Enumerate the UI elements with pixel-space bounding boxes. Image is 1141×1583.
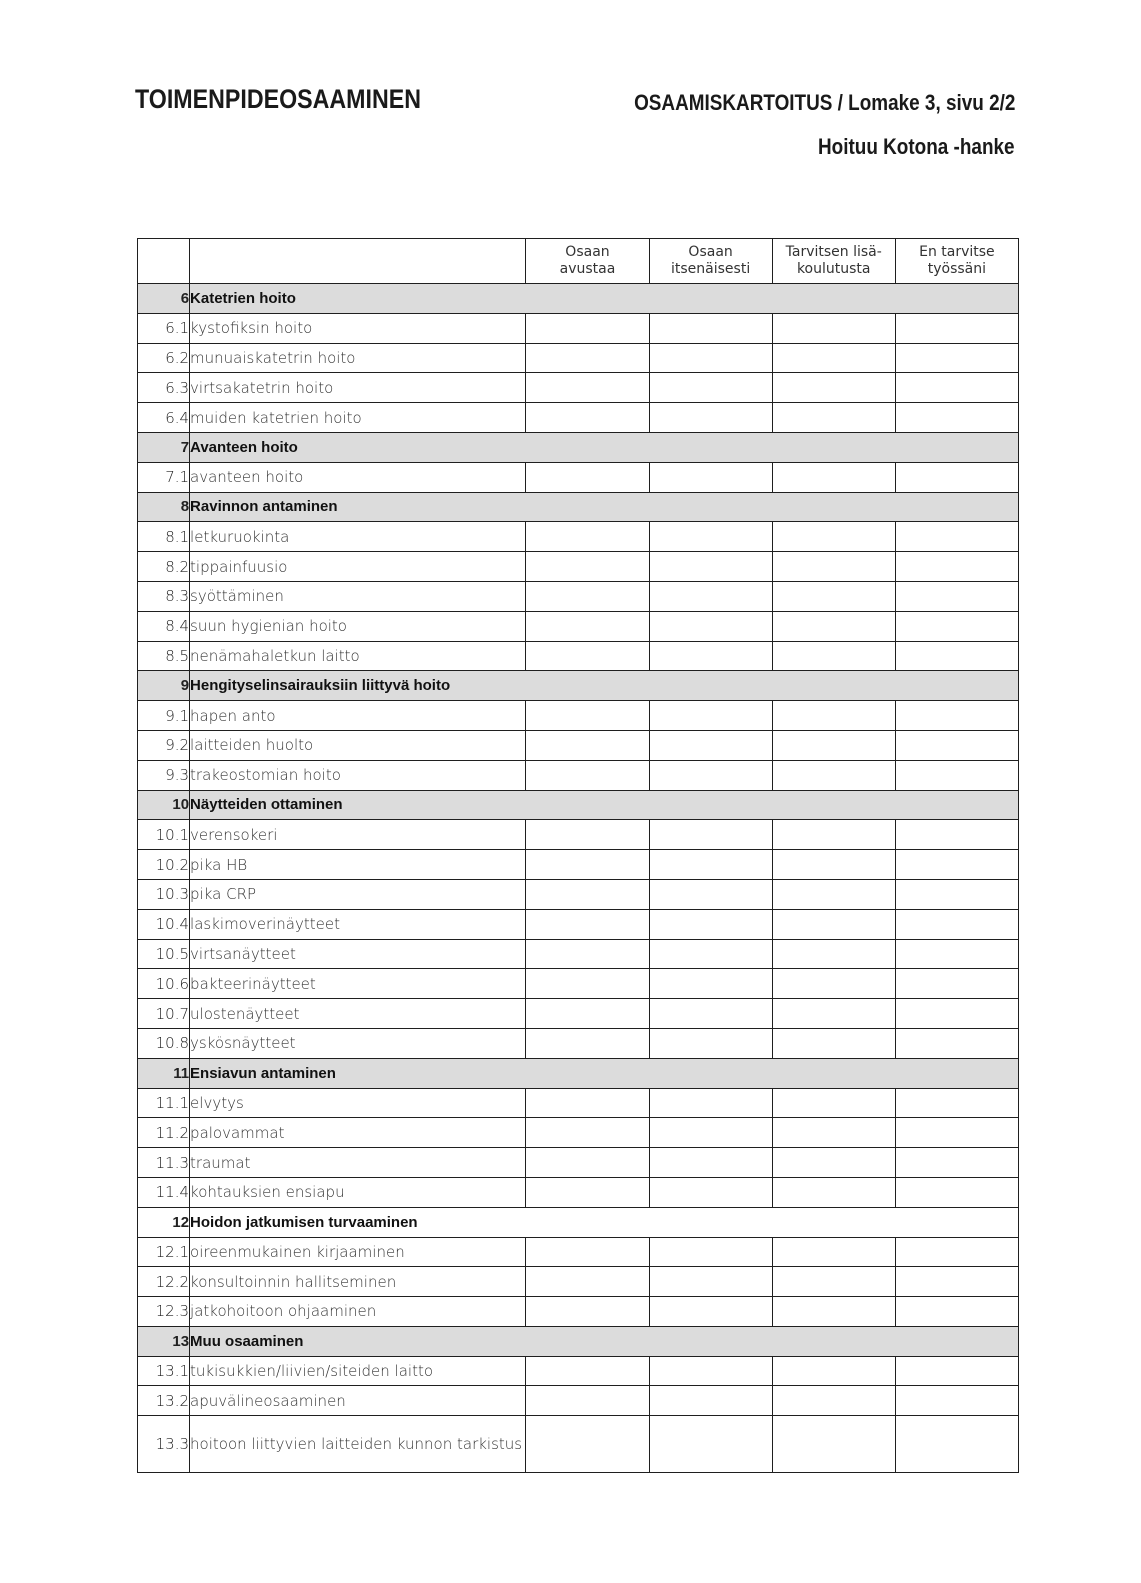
answer-cell-assist[interactable] xyxy=(526,1148,649,1178)
item-number: 11.4 xyxy=(138,1177,190,1207)
answer-cell-independent[interactable] xyxy=(649,1028,772,1058)
section-number: 9 xyxy=(138,671,190,701)
answer-cell-not-needed[interactable] xyxy=(895,343,1018,373)
answer-cell-training[interactable] xyxy=(772,1148,895,1178)
item-label: suun hygienian hoito xyxy=(190,611,526,641)
section-number: 8 xyxy=(138,492,190,522)
item-label: laskimoverinäytteet xyxy=(190,909,526,939)
answer-cell-training[interactable] xyxy=(772,552,895,582)
answer-cell-not-needed[interactable] xyxy=(895,730,1018,760)
answer-cell-not-needed[interactable] xyxy=(895,850,1018,880)
table-row xyxy=(138,1028,1019,1058)
answer-cell-not-needed[interactable] xyxy=(895,1237,1018,1267)
table-row xyxy=(138,1356,1019,1386)
item-number: 13.1 xyxy=(138,1356,190,1386)
answer-cell-assist[interactable] xyxy=(526,760,649,790)
item-label: ulostenäytteet xyxy=(190,999,526,1029)
item-number: 13.2 xyxy=(138,1386,190,1416)
answer-cell-not-needed[interactable] xyxy=(895,1297,1018,1327)
item-number: 7.1 xyxy=(138,462,190,492)
answer-cell-assist[interactable] xyxy=(526,1177,649,1207)
section-filler xyxy=(526,1207,1019,1237)
item-label: tukisukkien/liivien/siteiden laitto xyxy=(190,1356,526,1386)
section-row xyxy=(138,492,1019,522)
section-title: Avanteen hoito xyxy=(190,432,526,462)
answer-cell-training[interactable] xyxy=(772,1416,895,1473)
answer-cell-assist[interactable] xyxy=(526,1088,649,1118)
item-number: 9.2 xyxy=(138,730,190,760)
table-row xyxy=(138,313,1019,343)
answer-cell-not-needed[interactable] xyxy=(895,552,1018,582)
item-number: 10.1 xyxy=(138,820,190,850)
form-reference: OSAAMISKARTOITUS / Lomake 3, sivu 2/2 xyxy=(633,90,1015,115)
section-title: Muu osaaminen xyxy=(190,1326,526,1356)
answer-cell-assist[interactable] xyxy=(526,1118,649,1148)
item-number: 10.3 xyxy=(138,879,190,909)
section-number: 10 xyxy=(138,790,190,820)
item-number: 12.2 xyxy=(138,1267,190,1297)
answer-cell-independent[interactable] xyxy=(649,1177,772,1207)
answer-cell-independent[interactable] xyxy=(649,999,772,1029)
answer-cell-independent[interactable] xyxy=(649,1118,772,1148)
table-row xyxy=(138,611,1019,641)
table-row xyxy=(138,552,1019,582)
item-number: 8.3 xyxy=(138,581,190,611)
answer-cell-not-needed[interactable] xyxy=(895,581,1018,611)
item-number: 6.1 xyxy=(138,313,190,343)
answer-cell-training[interactable] xyxy=(772,641,895,671)
answer-cell-assist[interactable] xyxy=(526,611,649,641)
table-row xyxy=(138,373,1019,403)
answer-cell-assist[interactable] xyxy=(526,1356,649,1386)
answer-cell-assist[interactable] xyxy=(526,850,649,880)
answer-cell-assist[interactable] xyxy=(526,581,649,611)
answer-cell-training[interactable] xyxy=(772,879,895,909)
section-row xyxy=(138,1058,1019,1088)
answer-cell-not-needed[interactable] xyxy=(895,313,1018,343)
table-row xyxy=(138,1297,1019,1327)
answer-cell-independent[interactable] xyxy=(649,373,772,403)
answer-cell-assist[interactable] xyxy=(526,820,649,850)
item-number: 6.3 xyxy=(138,373,190,403)
item-number: 6.4 xyxy=(138,403,190,433)
answer-cell-assist[interactable] xyxy=(526,730,649,760)
section-row xyxy=(138,284,1019,314)
section-row xyxy=(138,790,1019,820)
table-row xyxy=(138,730,1019,760)
section-filler xyxy=(526,790,1019,820)
answer-cell-training[interactable] xyxy=(772,1177,895,1207)
answer-cell-training[interactable] xyxy=(772,1386,895,1416)
answer-cell-not-needed[interactable] xyxy=(895,462,1018,492)
answer-cell-not-needed[interactable] xyxy=(895,1416,1018,1473)
table-row xyxy=(138,701,1019,731)
section-filler xyxy=(526,284,1019,314)
section-number: 7 xyxy=(138,432,190,462)
item-label: trakeostomian hoito xyxy=(190,760,526,790)
answer-cell-training[interactable] xyxy=(772,969,895,999)
answer-cell-assist[interactable] xyxy=(526,1028,649,1058)
answer-cell-independent[interactable] xyxy=(649,581,772,611)
table-row xyxy=(138,939,1019,969)
answer-cell-training[interactable] xyxy=(772,343,895,373)
answer-cell-training[interactable] xyxy=(772,1088,895,1118)
project-name: Hoituu Kotona -hanke xyxy=(818,134,1015,159)
section-filler xyxy=(526,432,1019,462)
table-row xyxy=(138,1386,1019,1416)
section-title: Hengityselinsairauksiin liittyvä hoito xyxy=(190,671,526,701)
answer-cell-not-needed[interactable] xyxy=(895,820,1018,850)
answer-cell-independent[interactable] xyxy=(649,760,772,790)
item-number: 11.2 xyxy=(138,1118,190,1148)
table-row xyxy=(138,1416,1019,1473)
competence-table xyxy=(137,238,1019,1473)
answer-cell-independent[interactable] xyxy=(649,701,772,731)
item-label: tippainfuusio xyxy=(190,552,526,582)
table-row xyxy=(138,1088,1019,1118)
answer-cell-training[interactable] xyxy=(772,1028,895,1058)
table-row xyxy=(138,879,1019,909)
answer-cell-independent[interactable] xyxy=(649,1148,772,1178)
answer-cell-not-needed[interactable] xyxy=(895,1028,1018,1058)
answer-cell-independent[interactable] xyxy=(649,730,772,760)
answer-cell-not-needed[interactable] xyxy=(895,909,1018,939)
item-label: laitteiden huolto xyxy=(190,730,526,760)
table-row xyxy=(138,1148,1019,1178)
answer-cell-independent[interactable] xyxy=(649,552,772,582)
answer-cell-assist[interactable] xyxy=(526,373,649,403)
answer-cell-assist[interactable] xyxy=(526,1297,649,1327)
column-header-assist: Osaan avustaa xyxy=(526,239,649,284)
item-number: 10.2 xyxy=(138,850,190,880)
item-number: 10.4 xyxy=(138,909,190,939)
column-header-not-needed: En tarvitse työssäni xyxy=(895,239,1018,284)
item-label: yskösnäytteet xyxy=(190,1028,526,1058)
item-label: pika CRP xyxy=(190,879,526,909)
table-row xyxy=(138,850,1019,880)
answer-cell-training[interactable] xyxy=(772,939,895,969)
table-row xyxy=(138,999,1019,1029)
section-title: Hoidon jatkumisen turvaaminen xyxy=(190,1207,526,1237)
answer-cell-not-needed[interactable] xyxy=(895,373,1018,403)
section-filler xyxy=(526,1326,1019,1356)
answer-cell-independent[interactable] xyxy=(649,1267,772,1297)
answer-cell-assist[interactable] xyxy=(526,879,649,909)
item-label: elvytys xyxy=(190,1088,526,1118)
answer-cell-not-needed[interactable] xyxy=(895,999,1018,1029)
item-number: 8.1 xyxy=(138,522,190,552)
section-filler xyxy=(526,671,1019,701)
answer-cell-assist[interactable] xyxy=(526,462,649,492)
answer-cell-not-needed[interactable] xyxy=(895,879,1018,909)
column-header-training: Tarvitsen lisä- koulutusta xyxy=(772,239,895,284)
answer-cell-training[interactable] xyxy=(772,850,895,880)
answer-cell-training[interactable] xyxy=(772,373,895,403)
item-number: 9.1 xyxy=(138,701,190,731)
answer-cell-independent[interactable] xyxy=(649,1297,772,1327)
table-header-row xyxy=(138,239,1019,284)
answer-cell-training[interactable] xyxy=(772,999,895,1029)
item-label: syöttäminen xyxy=(190,581,526,611)
answer-cell-training[interactable] xyxy=(772,760,895,790)
answer-cell-independent[interactable] xyxy=(649,1088,772,1118)
table-row xyxy=(138,969,1019,999)
answer-cell-independent[interactable] xyxy=(649,1416,772,1473)
answer-cell-training[interactable] xyxy=(772,820,895,850)
section-title: Katetrien hoito xyxy=(190,284,526,314)
table-row xyxy=(138,820,1019,850)
item-number: 12.1 xyxy=(138,1237,190,1267)
item-label: verensokeri xyxy=(190,820,526,850)
item-number: 11.1 xyxy=(138,1088,190,1118)
section-title: Ravinnon antaminen xyxy=(190,492,526,522)
item-label: konsultoinnin hallitseminen xyxy=(190,1267,526,1297)
item-label: virtsanäytteet xyxy=(190,939,526,969)
section-title: Näytteiden ottaminen xyxy=(190,790,526,820)
section-number: 12 xyxy=(138,1207,190,1237)
table-row xyxy=(138,1237,1019,1267)
answer-cell-independent[interactable] xyxy=(649,820,772,850)
answer-cell-independent[interactable] xyxy=(649,850,772,880)
answer-cell-not-needed[interactable] xyxy=(895,641,1018,671)
item-number: 9.3 xyxy=(138,760,190,790)
answer-cell-not-needed[interactable] xyxy=(895,1148,1018,1178)
item-number: 13.3 xyxy=(138,1416,190,1473)
item-label: kohtauksien ensiapu xyxy=(190,1177,526,1207)
answer-cell-assist[interactable] xyxy=(526,939,649,969)
answer-cell-assist[interactable] xyxy=(526,909,649,939)
item-number: 10.6 xyxy=(138,969,190,999)
answer-cell-independent[interactable] xyxy=(649,462,772,492)
item-label: hoitoon liittyvien laitteiden kunnon tarkistus xyxy=(190,1416,526,1473)
answer-cell-assist[interactable] xyxy=(526,641,649,671)
answer-cell-not-needed[interactable] xyxy=(895,1118,1018,1148)
answer-cell-independent[interactable] xyxy=(649,343,772,373)
answer-cell-independent[interactable] xyxy=(649,641,772,671)
header-blank-num xyxy=(138,239,190,284)
table-row xyxy=(138,1177,1019,1207)
answer-cell-training[interactable] xyxy=(772,462,895,492)
item-label: muiden katetrien hoito xyxy=(190,403,526,433)
answer-cell-independent[interactable] xyxy=(649,611,772,641)
item-label: letkuruokinta xyxy=(190,522,526,552)
answer-cell-training[interactable] xyxy=(772,403,895,433)
answer-cell-independent[interactable] xyxy=(649,939,772,969)
answer-cell-training[interactable] xyxy=(772,730,895,760)
item-label: palovammat xyxy=(190,1118,526,1148)
answer-cell-training[interactable] xyxy=(772,1118,895,1148)
item-number: 8.5 xyxy=(138,641,190,671)
section-title: Ensiavun antaminen xyxy=(190,1058,526,1088)
page-title: TOIMENPIDEOSAAMINEN xyxy=(135,84,421,114)
table-row xyxy=(138,641,1019,671)
section-number: 6 xyxy=(138,284,190,314)
answer-cell-assist[interactable] xyxy=(526,403,649,433)
answer-cell-independent[interactable] xyxy=(649,879,772,909)
answer-cell-independent[interactable] xyxy=(649,522,772,552)
answer-cell-assist[interactable] xyxy=(526,1237,649,1267)
answer-cell-training[interactable] xyxy=(772,1267,895,1297)
answer-cell-assist[interactable] xyxy=(526,343,649,373)
answer-cell-training[interactable] xyxy=(772,611,895,641)
column-header-independent: Osaan itsenäisesti xyxy=(649,239,772,284)
answer-cell-assist[interactable] xyxy=(526,1386,649,1416)
answer-cell-assist[interactable] xyxy=(526,1416,649,1473)
item-number: 8.2 xyxy=(138,552,190,582)
answer-cell-not-needed[interactable] xyxy=(895,760,1018,790)
table-row xyxy=(138,760,1019,790)
section-number: 11 xyxy=(138,1058,190,1088)
table-row xyxy=(138,1267,1019,1297)
item-number: 10.7 xyxy=(138,999,190,1029)
section-row xyxy=(138,1326,1019,1356)
item-label: apuvälineosaaminen xyxy=(190,1386,526,1416)
answer-cell-independent[interactable] xyxy=(649,1237,772,1267)
item-number: 8.4 xyxy=(138,611,190,641)
answer-cell-independent[interactable] xyxy=(649,909,772,939)
item-label: kystofiksin hoito xyxy=(190,313,526,343)
item-label: pika HB xyxy=(190,850,526,880)
answer-cell-training[interactable] xyxy=(772,1297,895,1327)
item-label: nenämahaletkun laitto xyxy=(190,641,526,671)
answer-cell-not-needed[interactable] xyxy=(895,1356,1018,1386)
answer-cell-not-needed[interactable] xyxy=(895,1386,1018,1416)
item-label: traumat xyxy=(190,1148,526,1178)
item-label: hapen anto xyxy=(190,701,526,731)
item-label: bakteerinäytteet xyxy=(190,969,526,999)
answer-cell-not-needed[interactable] xyxy=(895,969,1018,999)
answer-cell-independent[interactable] xyxy=(649,1386,772,1416)
answer-cell-independent[interactable] xyxy=(649,403,772,433)
section-filler xyxy=(526,492,1019,522)
answer-cell-training[interactable] xyxy=(772,581,895,611)
answer-cell-training[interactable] xyxy=(772,909,895,939)
section-row xyxy=(138,432,1019,462)
answer-cell-not-needed[interactable] xyxy=(895,611,1018,641)
table-row xyxy=(138,522,1019,552)
answer-cell-training[interactable] xyxy=(772,1237,895,1267)
section-filler xyxy=(526,1058,1019,1088)
item-label: virtsakatetrin hoito xyxy=(190,373,526,403)
answer-cell-training[interactable] xyxy=(772,701,895,731)
table-row xyxy=(138,462,1019,492)
answer-cell-not-needed[interactable] xyxy=(895,939,1018,969)
table-row xyxy=(138,909,1019,939)
item-number: 6.2 xyxy=(138,343,190,373)
table-row xyxy=(138,343,1019,373)
table-row xyxy=(138,403,1019,433)
table-row xyxy=(138,581,1019,611)
answer-cell-not-needed[interactable] xyxy=(895,701,1018,731)
answer-cell-independent[interactable] xyxy=(649,969,772,999)
answer-cell-assist[interactable] xyxy=(526,522,649,552)
answer-cell-not-needed[interactable] xyxy=(895,1267,1018,1297)
item-label: avanteen hoito xyxy=(190,462,526,492)
item-number: 12.3 xyxy=(138,1297,190,1327)
answer-cell-not-needed[interactable] xyxy=(895,1177,1018,1207)
answer-cell-assist[interactable] xyxy=(526,701,649,731)
item-label: munuaiskatetrin hoito xyxy=(190,343,526,373)
item-number: 10.8 xyxy=(138,1028,190,1058)
answer-cell-training[interactable] xyxy=(772,522,895,552)
answer-cell-training[interactable] xyxy=(772,1356,895,1386)
item-label: oireenmukainen kirjaaminen xyxy=(190,1237,526,1267)
header-blank-label xyxy=(190,239,526,284)
table-row xyxy=(138,1118,1019,1148)
section-row xyxy=(138,1207,1019,1237)
answer-cell-assist[interactable] xyxy=(526,1267,649,1297)
answer-cell-independent[interactable] xyxy=(649,1356,772,1386)
section-number: 13 xyxy=(138,1326,190,1356)
answer-cell-assist[interactable] xyxy=(526,313,649,343)
answer-cell-assist[interactable] xyxy=(526,552,649,582)
answer-cell-assist[interactable] xyxy=(526,999,649,1029)
answer-cell-not-needed[interactable] xyxy=(895,522,1018,552)
answer-cell-assist[interactable] xyxy=(526,969,649,999)
item-label: jatkohoitoon ohjaaminen xyxy=(190,1297,526,1327)
item-number: 11.3 xyxy=(138,1148,190,1178)
answer-cell-independent[interactable] xyxy=(649,313,772,343)
answer-cell-not-needed[interactable] xyxy=(895,403,1018,433)
section-row xyxy=(138,671,1019,701)
answer-cell-training[interactable] xyxy=(772,313,895,343)
item-number: 10.5 xyxy=(138,939,190,969)
answer-cell-not-needed[interactable] xyxy=(895,1088,1018,1118)
